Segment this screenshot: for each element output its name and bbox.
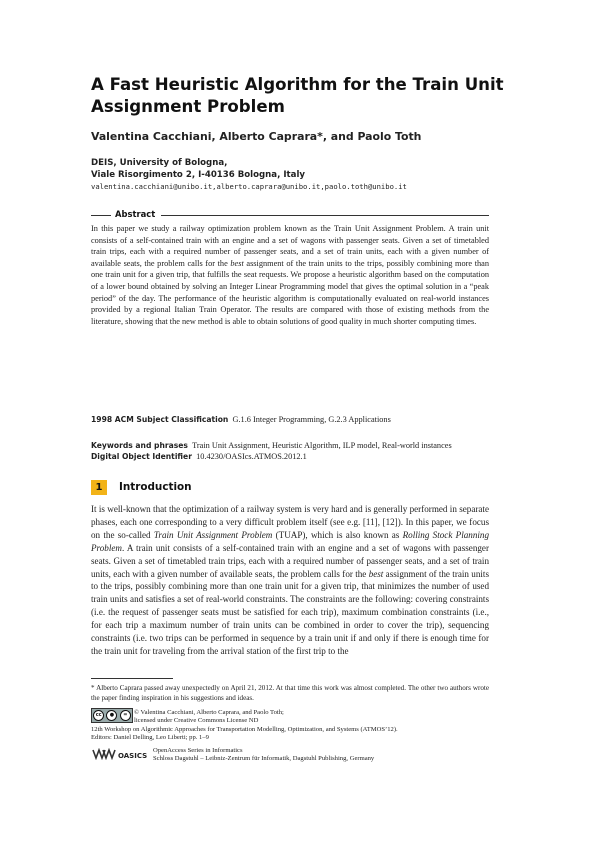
proceedings-info [91,726,398,743]
affiliation [91,157,305,181]
acm-label: 1998 ACM Subject Classification [91,415,229,424]
body-text: . A train unit consists of a self-contained train with an engine and a set of wagons with passenger seats. Given a set of timetabled train trips, each with a required number of passenger seats, and a set of train units, each with a given number of available seats, the problem calls for the [91,542,489,579]
keywords-label: Keywords and phrases [91,441,188,450]
workshop-line: 12th Workshop on Algorithmic Approaches for Transportation Modelling, Optimization, and Systems (ATMOS’12). [91,726,398,733]
oasics-wordmark: OASICS [118,752,148,760]
abstract-text [91,223,489,327]
abstract-rule [91,215,111,216]
series-line: OpenAccess Series in Informatics [153,747,243,754]
body-emphasis: best [368,568,384,579]
oasics-logo-icon [92,748,148,760]
affiliation-line: Viale Risorgimento 2, I-40136 Bologna, Italy [91,170,306,180]
section-number: 1 [91,480,107,495]
doi [91,451,489,463]
person-icon: ● [106,710,117,721]
copyright-line: © Valentina Cacchiani, Alberto Caprara, and Paolo Toth; [134,709,284,716]
author-list: Valentina Cacchiani, Alberto Caprara*, and Paolo Toth [91,130,422,143]
section-heading [91,480,391,496]
abstract-text-part: In this paper we study a railway optimization problem known as the Train Unit Assignment Problem. A train unit consists of a self-contained train with an engine and a set of wagons with passenger seats. Given a set of timetabled train trips, each with a required number of passenger seats, and a set of train units, each with a given number of available seats, the problem calls for the [91,224,489,268]
body-emphasis: Rolling Stock Planning Problem [91,529,489,553]
section-title: Introduction [119,481,192,493]
license-info [134,709,284,726]
affiliation-line: DEIS, University of Bologna, [91,158,228,168]
keywords-value: Train Unit Assignment, Heuristic Algorithm, ILP model, Real-world instances [192,441,452,450]
introduction-paragraph [91,503,489,658]
abstract-emphasis: best [230,258,244,268]
publisher-info [153,747,374,764]
footnote-rule [91,678,173,679]
paper-title: A Fast Heuristic Algorithm for the Train Unit Assignment Problem [91,75,504,116]
body-text: (TUAP), which is also known as [272,529,403,540]
footnote: * Alberto Caprara passed away unexpectedly on April 21, 2012. At that time this work was almost completed. The other two authors wrote the paper finding inspiration in his suggestions and ideas. [91,684,489,702]
license-line: licensed under Creative Commons License ND [134,717,259,725]
doi-label: Digital Object Identifier [91,452,192,461]
abstract-text-part: assignment of the train units to the trips, possibly combining more than one train unit for a given trip, that fulfills the seat requests. We propose a heuristic algorithm based on the computation of a lower bound obtained by solving an Integer Linear Programming model that gives the optimal solution in a “peak period” of the day. The performance of the heuristic algorithm is computationally evaluated on real-world instances provided by a regional Italian Train Operator. The results are compared with those of existing methods from the literature, showing that the new method is able to obtain solutions of good quality in much shorter computing times. [91,258,489,326]
keywords [91,440,489,452]
publisher-line: Schloss Dagstuhl – Leibniz-Zentrum für Informatik, Dagstuhl Publishing, Germany [153,755,375,763]
body-emphasis: Train Unit Assignment Problem [153,529,273,540]
acm-value: G.1.6 Integer Programming, G.2.3 Applications [232,415,391,424]
acm-classification [91,414,489,426]
abstract-rule [161,215,489,216]
doi-value[interactable]: 10.4230/OASIcs.ATMOS.2012.1 [196,452,307,461]
author-emails[interactable]: valentina.cacchiani@unibo.it,alberto.caprara@unibo.it,paolo.toth@unibo.it [91,182,407,191]
cc-icon: cc [93,710,104,721]
body-text: assignment of the train units to the trips, possibly combining more than one train unit for a given trip, that minimizes the number of used train units and satisfies a set of real-world constraints. The constraints are the following: covering constraints (i.e. the request of passenger seats must be satisfied for each trip), maximum combination constraints (i.e., for each trip a maximum number of train units can be combined in order to cover the trip), sequencing constraints (i.e. two trips can be performed in sequence by a train unit if and only if there is enough time for the train unit for traveling from the arrival station of the first trip to the [91,568,489,656]
no-derivatives-icon: = [120,710,131,721]
abstract-label: Abstract [115,209,156,219]
editors-line: Editors: Daniel Delling, Leo Liberti; pp. 1–9 [91,734,209,742]
abstract-heading [91,209,489,221]
creative-commons-badge-icon[interactable] [91,708,133,723]
body-text: It is well-known that the optimization of a railway system is very hard and is generally performed in separate phases, each one corresponding to a very difficult problem itself (see e.g. [11], [12]). In this paper, we focus on the so-called [91,504,489,540]
